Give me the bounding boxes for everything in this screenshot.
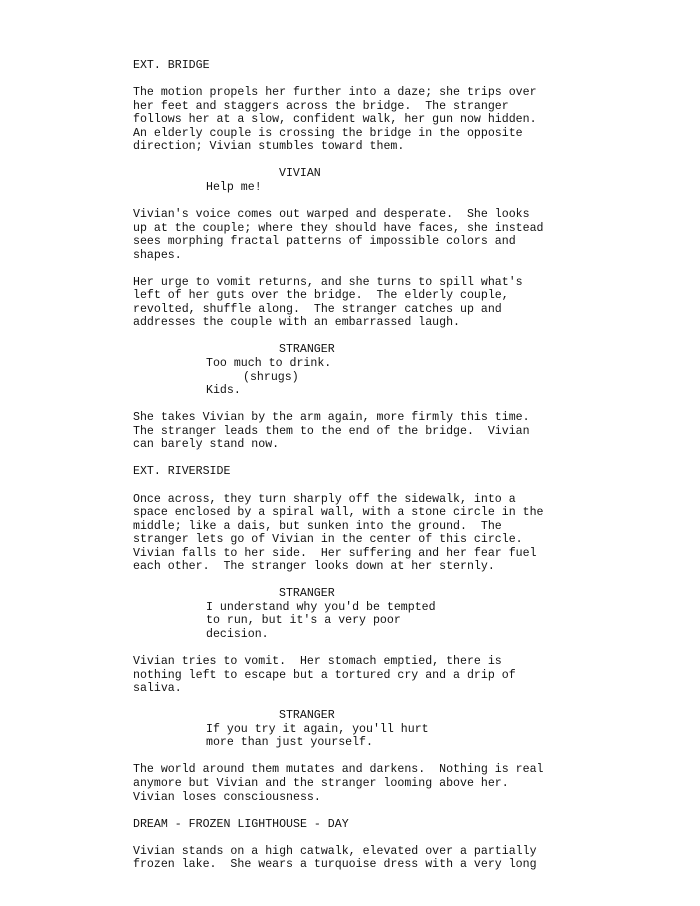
action-line: Vivian loses consciousness. — [133, 790, 321, 804]
action-line: An elderly couple is crossing the bridge in the opposite — [133, 126, 523, 140]
action-line: The stranger leads them to the end of the bridge. Vivian — [133, 424, 530, 438]
action-line: stranger lets go of Vivian in the center of this circle. — [133, 533, 523, 547]
action-paragraph — [133, 208, 583, 262]
action-paragraph — [133, 763, 583, 804]
action-line: anymore but Vivian and the stranger looming above her. — [133, 776, 509, 790]
dialogue-block — [133, 167, 583, 194]
dialogue-line: decision. — [206, 627, 269, 641]
action-line: each other. The stranger looks down at her sternly. — [133, 560, 495, 574]
action-line: sees morphing fractal patterns of impossible colors and — [133, 235, 516, 249]
action-line: follows her at a slow, confident walk, her gun now hidden. — [133, 113, 537, 127]
scene-heading-text: DREAM - FROZEN LIGHTHOUSE - DAY — [133, 817, 349, 831]
scene-heading — [133, 465, 583, 479]
action-line: revolted, shuffle along. The stranger catches up and — [133, 302, 502, 316]
dialogue-block — [133, 343, 583, 397]
action-line: left of her guts over the bridge. The elderly couple, — [133, 289, 509, 303]
action-line: up at the couple; where they should have faces, she instead — [133, 221, 544, 235]
action-line: shapes. — [133, 248, 182, 262]
scene-heading-text: EXT. BRIDGE — [133, 59, 210, 72]
action-line: can barely stand now. — [133, 438, 280, 452]
dialogue-line: Help me! — [206, 180, 262, 194]
action-paragraph — [133, 86, 583, 154]
action-line: Vivian stands on a high catwalk, elevated over a partially — [133, 844, 537, 858]
dialogue-block — [133, 587, 583, 641]
parenthetical: (shrugs) — [243, 370, 299, 384]
dialogue-line: more than just yourself. — [206, 736, 373, 750]
character-name: VIVIAN — [279, 167, 321, 181]
character-name: STRANGER — [279, 343, 335, 357]
action-paragraph — [133, 655, 583, 696]
action-line: Vivian falls to her side. Her suffering and her fear fuel — [133, 546, 537, 560]
action-line: The motion propels her further into a daze; she trips over — [133, 86, 537, 100]
character-name: STRANGER — [279, 587, 335, 601]
action-paragraph — [133, 411, 583, 452]
action-paragraph — [133, 276, 583, 330]
dialogue-line: Kids. — [206, 384, 241, 398]
action-line: direction; Vivian stumbles toward them. — [133, 140, 405, 154]
action-line: her feet and staggers across the bridge. The stranger — [133, 99, 509, 113]
action-line: saliva. — [133, 682, 182, 696]
scene-heading — [133, 818, 583, 832]
action-paragraph — [133, 845, 583, 872]
action-line: addresses the couple with an embarrassed laugh. — [133, 316, 460, 330]
action-line: Once across, they turn sharply off the sidewalk, into a — [133, 492, 516, 506]
action-line: The world around them mutates and darkens. Nothing is real — [133, 763, 544, 777]
dialogue-line: Too much to drink. — [206, 357, 332, 371]
script-body — [133, 59, 583, 885]
action-paragraph — [133, 493, 583, 574]
action-line: Her urge to vomit returns, and she turns to spill what's — [133, 275, 523, 289]
dialogue-line: I understand why you'd be tempted — [206, 600, 436, 614]
action-line: She takes Vivian by the arm again, more firmly this time. — [133, 411, 530, 425]
scene-heading-text: EXT. RIVERSIDE — [133, 465, 231, 479]
scene-heading — [133, 59, 583, 73]
action-line: nothing left to escape but a tortured cry and a drip of — [133, 668, 516, 682]
dialogue-block — [133, 709, 583, 750]
action-line: middle; like a dais, but sunken into the ground. The — [133, 519, 502, 533]
action-line: space enclosed by a spiral wall, with a stone circle in the — [133, 506, 544, 520]
dialogue-line: to run, but it's a very poor — [206, 614, 401, 628]
dialogue-line: If you try it again, you'll hurt — [206, 722, 429, 736]
action-line: Vivian tries to vomit. Her stomach emptied, there is — [133, 655, 502, 669]
action-line: Vivian's voice comes out warped and desperate. She looks — [133, 208, 530, 222]
character-name: STRANGER — [279, 709, 335, 723]
action-line: frozen lake. She wears a turquoise dress with a very long — [133, 858, 537, 872]
